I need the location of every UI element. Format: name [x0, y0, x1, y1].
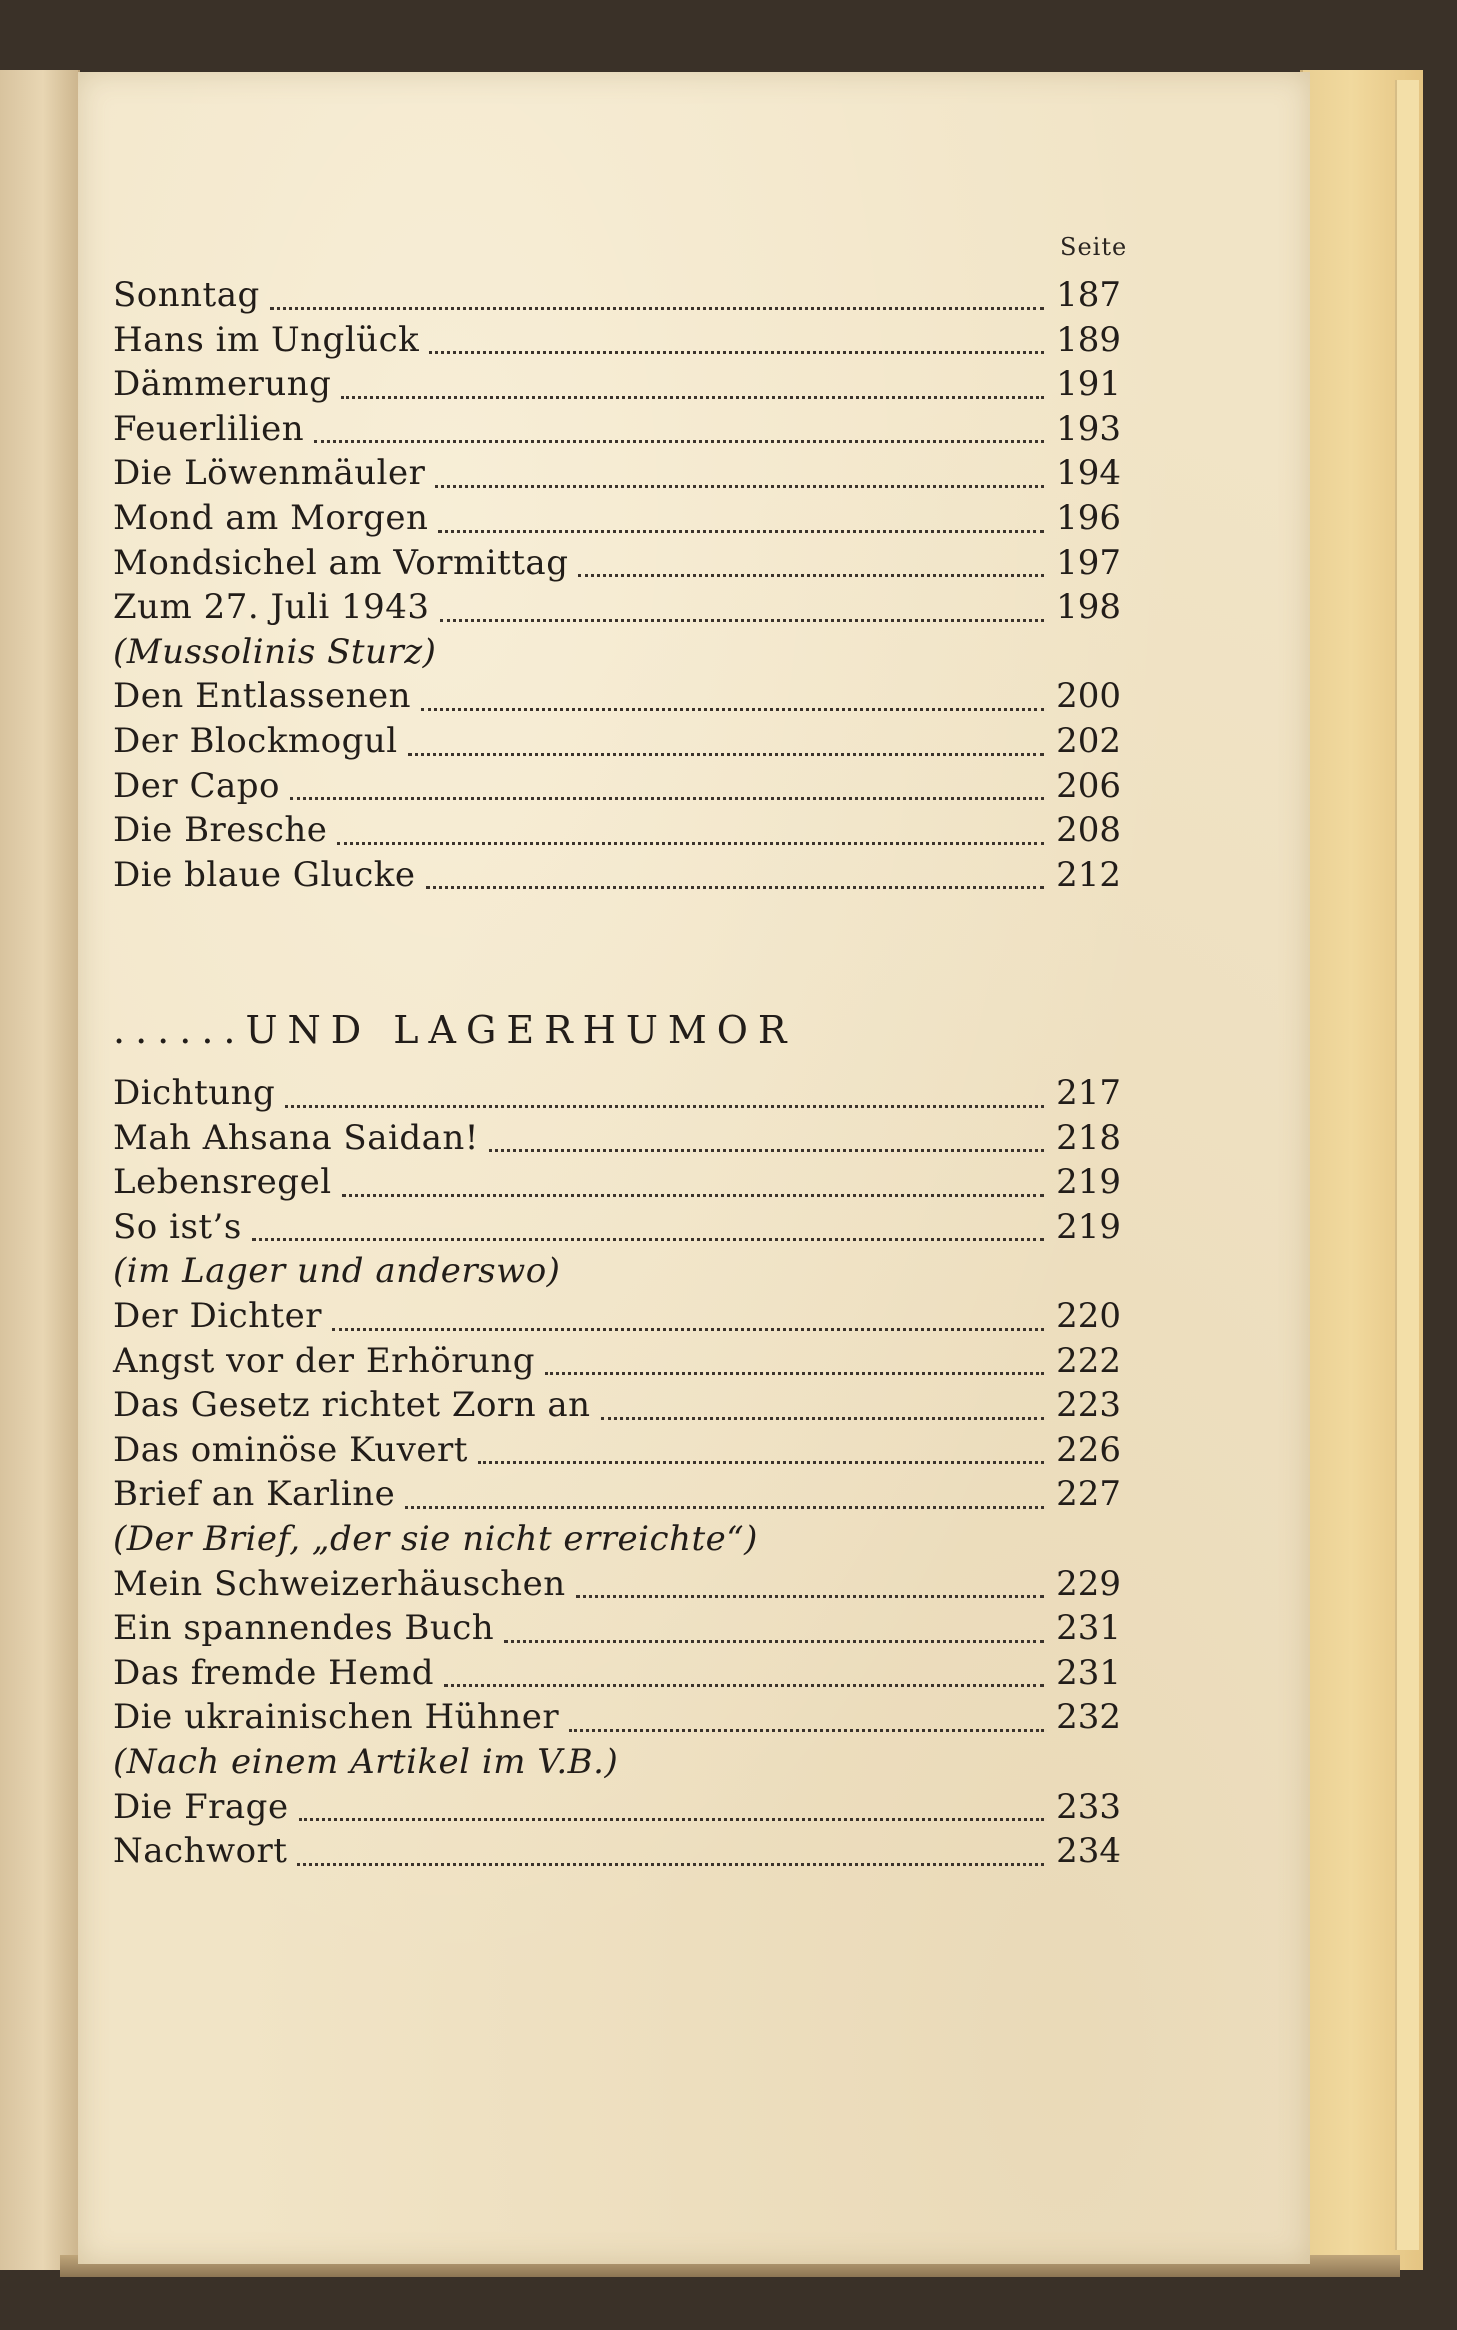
- toc-entry: [113, 1073, 1121, 1118]
- dot-leader: [545, 1372, 1044, 1375]
- toc-list-second: [113, 1073, 1121, 1876]
- toc-entry-title: Ein spannendes Buch: [113, 1608, 495, 1649]
- toc-entry-title: Mein Schweizerhäuschen: [113, 1563, 566, 1604]
- dot-leader: [421, 708, 1044, 711]
- toc-entry-title: Den Entlassenen: [113, 676, 412, 717]
- toc-entry-title: Das ominöse Kuvert: [113, 1429, 468, 1470]
- toc-entry: [113, 275, 1121, 320]
- toc-entry-page-number: 231: [1056, 1652, 1121, 1693]
- toc-entry: [113, 1430, 1121, 1475]
- toc-entry-page-number: 233: [1056, 1786, 1121, 1827]
- dot-leader: [429, 351, 1044, 354]
- toc-entry: [113, 1296, 1121, 1341]
- toc-entry: [113, 543, 1121, 588]
- toc-entry-page-number: 198: [1056, 587, 1121, 628]
- toc-entry-title: Mondsichel am Vormittag: [113, 542, 569, 583]
- dot-leader: [337, 842, 1044, 845]
- toc-entry-page-number: 196: [1056, 497, 1121, 538]
- toc-entry: [113, 498, 1121, 543]
- dot-leader: [426, 886, 1045, 889]
- toc-entry: [113, 1787, 1121, 1832]
- toc-entry-subtitle: (im Lager und anderswo): [113, 1251, 561, 1292]
- cover-strip: [1395, 80, 1419, 2250]
- toc-entry: [113, 721, 1121, 766]
- toc-entry-title: Das Gesetz richtet Zorn an: [113, 1385, 591, 1426]
- toc-entry-page-number: 200: [1056, 676, 1121, 717]
- toc-entry: [113, 855, 1121, 900]
- toc-entry: [113, 1608, 1121, 1653]
- dot-leader: [444, 1684, 1044, 1687]
- toc-entry: [113, 1385, 1121, 1430]
- toc-entry-page-number: 208: [1056, 810, 1121, 851]
- toc-entry-subtitle: (Mussolinis Sturz): [113, 631, 437, 672]
- dot-leader: [270, 307, 1044, 310]
- toc-entry-page-number: 219: [1056, 1162, 1121, 1203]
- toc-entry-page-number: 219: [1056, 1206, 1121, 1247]
- toc-entry-page-number: 206: [1056, 765, 1121, 806]
- toc-entry: [113, 1519, 1121, 1564]
- toc-entry-title: Nachwort: [113, 1831, 288, 1872]
- toc-entry: [113, 409, 1121, 454]
- toc-entry-page-number: 189: [1056, 319, 1121, 360]
- toc-entry: [113, 766, 1121, 811]
- dot-leader: [342, 1194, 1045, 1197]
- toc-entry-page-number: 229: [1056, 1563, 1121, 1604]
- toc-entry: [113, 1564, 1121, 1609]
- dot-leader: [576, 1595, 1044, 1598]
- toc-entry: [113, 364, 1121, 409]
- dot-leader: [489, 1149, 1044, 1152]
- dot-leader: [408, 753, 1044, 756]
- toc-entry-page-number: 227: [1056, 1474, 1121, 1515]
- toc-entry: [113, 1341, 1121, 1386]
- dot-leader: [440, 619, 1045, 622]
- toc-entry-page-number: 222: [1056, 1340, 1121, 1381]
- dot-leader: [285, 1105, 1044, 1108]
- toc-entry-title: Feuerlilien: [113, 408, 305, 449]
- toc-entry-title: Der Capo: [113, 765, 280, 806]
- left-page-edge: [0, 70, 80, 2270]
- toc-entry: [113, 1118, 1121, 1163]
- toc-entry: [113, 1251, 1121, 1296]
- dot-leader: [569, 1729, 1044, 1732]
- dot-leader: [405, 1506, 1044, 1509]
- toc-entry-page-number: 193: [1056, 408, 1121, 449]
- toc-entry-page-number: 202: [1056, 720, 1121, 761]
- toc-entry-page-number: 223: [1056, 1385, 1121, 1426]
- toc-entry: [113, 1653, 1121, 1698]
- dot-leader: [504, 1640, 1044, 1643]
- toc-entry-title: Die ukrainischen Hühner: [113, 1697, 560, 1738]
- toc-entry-title: Die blaue Glucke: [113, 854, 416, 895]
- toc-entry-page-number: 197: [1056, 542, 1121, 583]
- toc-entry-title: Der Blockmogul: [113, 720, 398, 761]
- dot-leader: [297, 1863, 1044, 1866]
- toc-entry: [113, 1207, 1121, 1252]
- toc-entry-title: Dämmerung: [113, 364, 332, 405]
- toc-entry-title: Lebensregel: [113, 1162, 332, 1203]
- toc-entry-title: Brief an Karline: [113, 1474, 396, 1515]
- toc-entry-title: Angst vor der Erhörung: [113, 1340, 536, 1381]
- toc-entry-title: Zum 27. Juli 1943: [113, 587, 430, 628]
- toc-entry-title: Hans im Unglück: [113, 319, 420, 360]
- section-heading: ......UND LAGERHUMOR: [113, 1008, 797, 1052]
- toc-entry: [113, 676, 1121, 721]
- toc-entry: [113, 453, 1121, 498]
- dot-leader: [252, 1238, 1044, 1241]
- toc-entry-title: Die Frage: [113, 1786, 289, 1827]
- toc-entry-page-number: 194: [1056, 453, 1121, 494]
- toc-entry: [113, 1162, 1121, 1207]
- toc-entry-title: Der Dichter: [113, 1295, 323, 1336]
- dot-leader: [314, 440, 1044, 443]
- toc-entry-title: Mond am Morgen: [113, 497, 429, 538]
- dot-leader: [332, 1328, 1044, 1331]
- toc-entry-page-number: 231: [1056, 1608, 1121, 1649]
- dot-leader: [299, 1818, 1045, 1821]
- toc-entry-page-number: 191: [1056, 364, 1121, 405]
- toc-entry-title: Dichtung: [113, 1073, 276, 1113]
- toc-entry: [113, 320, 1121, 365]
- toc-entry-page-number: 218: [1056, 1117, 1121, 1158]
- toc-entry: [113, 632, 1121, 677]
- toc-entry-page-number: 226: [1056, 1429, 1121, 1470]
- toc-entry: [113, 810, 1121, 855]
- toc-entry-page-number: 217: [1056, 1073, 1121, 1113]
- toc-entry-title: Das fremde Hemd: [113, 1652, 434, 1693]
- dot-leader: [341, 396, 1044, 399]
- toc-entry: [113, 1742, 1121, 1787]
- toc-entry-title: Sonntag: [113, 275, 260, 315]
- toc-entry: [113, 1831, 1121, 1876]
- toc-entry: [113, 1474, 1121, 1519]
- toc-entry-title: Mah Ahsana Saidan!: [113, 1117, 479, 1158]
- toc-list-first: [113, 275, 1121, 899]
- dot-leader: [601, 1417, 1045, 1420]
- page-column-label: Seite: [1060, 233, 1128, 261]
- dot-leader: [478, 1461, 1044, 1464]
- dot-leader: [435, 485, 1044, 488]
- toc-entry-page-number: 212: [1056, 854, 1121, 895]
- toc-entry-page-number: 232: [1056, 1697, 1121, 1738]
- toc-entry-page-number: 220: [1056, 1295, 1121, 1336]
- toc-entry-title: So ist’s: [113, 1206, 242, 1247]
- toc-entry: [113, 587, 1121, 632]
- toc-entry-title: Die Löwenmäuler: [113, 453, 426, 494]
- toc-entry-subtitle: (Nach einem Artikel im V.B.): [113, 1741, 619, 1782]
- toc-entry-subtitle: (Der Brief, „der sie nicht erreichte“): [113, 1518, 758, 1559]
- toc-entry-page-number: 234: [1056, 1831, 1121, 1872]
- dot-leader: [290, 797, 1044, 800]
- toc-entry-title: Die Bresche: [113, 810, 328, 851]
- toc-entry-page-number: 187: [1056, 275, 1121, 315]
- dot-leader: [578, 574, 1044, 577]
- dot-leader: [438, 530, 1044, 533]
- toc-entry: [113, 1697, 1121, 1742]
